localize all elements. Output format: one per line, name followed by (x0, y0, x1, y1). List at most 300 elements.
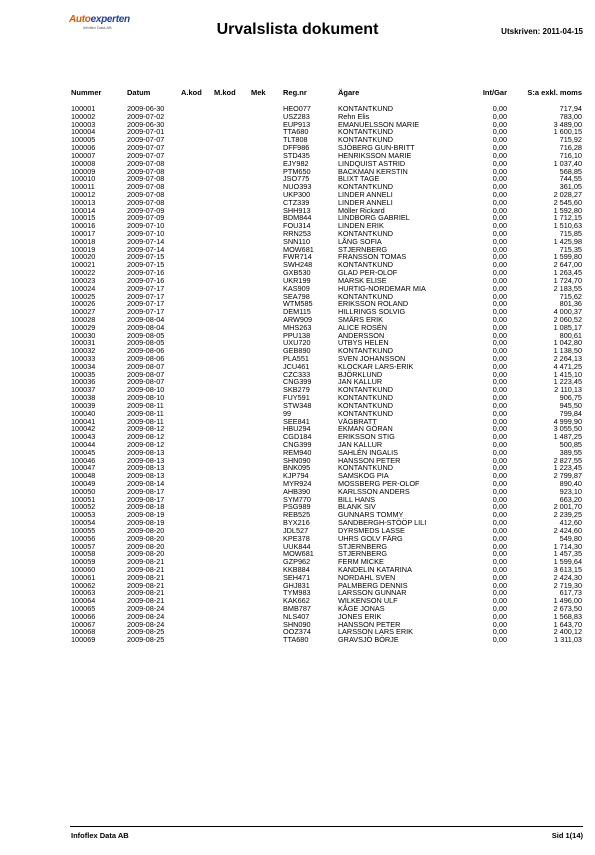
footer-company: Infoflex Data AB (71, 831, 129, 840)
cell-regnr: SEH471 (283, 572, 311, 582)
cell-summa: 4 471,25 (553, 361, 582, 371)
cell-agare: GUNNARS TOMMY (338, 510, 404, 520)
cell-nummer: 100059 (71, 557, 96, 567)
cell-regnr: PLA551 (283, 354, 309, 363)
footer-divider (70, 826, 583, 827)
cell-datum: 2009-07-01 (127, 127, 165, 137)
col-header-akod: A.kod (181, 88, 202, 97)
cell-intgar: 0,00 (492, 541, 507, 551)
cell-nummer: 100047 (71, 463, 96, 473)
cell-intgar: 0,00 (492, 354, 507, 363)
cell-regnr: KKB884 (283, 564, 310, 574)
cell-summa: 617,73 (559, 588, 582, 598)
cell-regnr: SKB279 (283, 385, 310, 395)
cell-summa: 1 599,64 (553, 557, 582, 567)
cell-datum: 2009-08-06 (127, 354, 165, 363)
cell-agare: STJERNBERG (338, 244, 388, 254)
cell-nummer: 100004 (71, 127, 96, 137)
cell-intgar: 0,00 (492, 252, 507, 262)
cell-intgar: 0,00 (492, 447, 507, 457)
cell-datum: 2009-08-17 (127, 486, 165, 496)
cell-nummer: 100009 (71, 166, 96, 176)
cell-datum: 2009-08-13 (127, 447, 165, 457)
cell-regnr: BNK095 (283, 463, 311, 473)
cell-regnr: PSG989 (283, 502, 311, 512)
cell-nummer: 100052 (71, 502, 96, 512)
cell-intgar: 0,00 (492, 502, 507, 512)
cell-datum: 2009-07-07 (127, 135, 165, 145)
cell-intgar: 0,00 (492, 268, 507, 278)
cell-agare: ANDERSSON (338, 330, 385, 340)
cell-datum: 2009-08-07 (127, 369, 165, 379)
cell-datum: 2009-07-07 (127, 150, 165, 160)
cell-regnr: GEB890 (283, 346, 311, 356)
cell-summa: 945,50 (559, 400, 582, 410)
cell-datum: 2009-08-24 (127, 604, 165, 613)
cell-summa: 663,20 (559, 494, 582, 504)
cell-intgar: 0,00 (492, 299, 507, 309)
cell-datum: 2009-08-21 (127, 572, 165, 582)
cell-nummer: 100016 (71, 221, 96, 231)
cell-intgar: 0,00 (492, 416, 507, 426)
cell-intgar: 0,00 (492, 635, 507, 645)
cell-summa: 2 647,00 (553, 260, 582, 270)
cell-summa: 715,85 (559, 229, 582, 238)
cell-regnr: CZC333 (283, 369, 311, 379)
cell-nummer: 100008 (71, 158, 96, 168)
col-header-summa: S:a exkl. moms (527, 88, 582, 97)
cell-nummer: 100048 (71, 471, 96, 481)
cell-intgar: 0,00 (492, 205, 507, 215)
cell-agare: KANDELIN KATARINA (338, 564, 412, 574)
cell-nummer: 100015 (71, 213, 96, 223)
logo-text-experten: experten (90, 14, 130, 25)
cell-regnr: FUY591 (283, 393, 310, 403)
cell-agare: FRANSSON TOMAS (338, 252, 407, 262)
cell-regnr: REM940 (283, 447, 312, 457)
cell-agare: KONTANTKUND (338, 385, 393, 395)
cell-summa: 801,36 (559, 299, 582, 309)
cell-nummer: 100038 (71, 393, 96, 403)
cell-summa: 1 496,00 (553, 596, 582, 606)
cell-datum: 2009-08-05 (127, 338, 165, 348)
cell-datum: 2009-08-21 (127, 596, 165, 606)
cell-intgar: 0,00 (492, 494, 507, 504)
cell-nummer: 100041 (71, 416, 96, 426)
cell-agare: STJERNBERG (338, 549, 388, 559)
cell-nummer: 100019 (71, 244, 96, 254)
cell-summa: 3 613,15 (553, 564, 582, 574)
cell-intgar: 0,00 (492, 385, 507, 395)
cell-nummer: 100056 (71, 533, 96, 543)
cell-intgar: 0,00 (492, 338, 507, 348)
cell-agare: Möller Rickard (338, 205, 385, 215)
cell-summa: 2 264,13 (553, 354, 582, 363)
cell-agare: BACKMAN KERSTIN (338, 166, 408, 176)
cell-summa: 500,85 (559, 439, 582, 449)
cell-intgar: 0,00 (492, 111, 507, 121)
cell-intgar: 0,00 (492, 158, 507, 168)
cell-regnr: FOU314 (283, 221, 311, 231)
cell-nummer: 100024 (71, 283, 96, 293)
cell-agare: EKMAN GÖRAN (338, 424, 393, 434)
cell-nummer: 100061 (71, 572, 96, 582)
cell-nummer: 100026 (71, 299, 96, 309)
cell-intgar: 0,00 (492, 307, 507, 317)
cell-nummer: 100020 (71, 252, 96, 262)
cell-regnr: HBU294 (283, 424, 311, 434)
cell-agare: KONTANTKUND (338, 229, 393, 238)
cell-summa: 1 263,45 (553, 268, 582, 278)
cell-datum: 2009-08-24 (127, 611, 165, 621)
cell-datum: 2009-08-21 (127, 588, 165, 598)
cell-intgar: 0,00 (492, 564, 507, 574)
cell-summa: 1 085,17 (553, 322, 582, 332)
cell-nummer: 100051 (71, 494, 96, 504)
cell-regnr: SHN090 (283, 455, 311, 465)
cell-datum: 2009-07-10 (127, 229, 165, 238)
cell-regnr: MHS263 (283, 322, 312, 332)
cell-summa: 412,60 (559, 518, 582, 528)
cell-agare: ERIKSSON STIG (338, 432, 395, 442)
cell-datum: 2009-07-16 (127, 268, 165, 278)
cell-nummer: 100039 (71, 400, 96, 410)
cell-agare: KONTANTKUND (338, 104, 393, 113)
cell-nummer: 100034 (71, 361, 96, 371)
cell-datum: 2009-07-08 (127, 158, 165, 168)
cell-intgar: 0,00 (492, 518, 507, 528)
cell-intgar: 0,00 (492, 229, 507, 238)
cell-intgar: 0,00 (492, 439, 507, 449)
cell-datum: 2009-07-08 (127, 182, 165, 192)
cell-intgar: 0,00 (492, 588, 507, 598)
cell-datum: 2009-07-02 (127, 111, 165, 121)
cell-agare: UHRS GOLV FÄRG (338, 533, 403, 543)
cell-regnr: NLS407 (283, 611, 310, 621)
cell-summa: 800,61 (559, 330, 582, 340)
cell-datum: 2009-08-20 (127, 541, 165, 551)
cell-nummer: 100030 (71, 330, 96, 340)
cell-nummer: 100013 (71, 197, 96, 207)
cell-summa: 1 223,45 (553, 377, 582, 387)
cell-intgar: 0,00 (492, 236, 507, 246)
cell-summa: 2 799,87 (553, 471, 582, 481)
cell-agare: LINDEN ERIK (338, 221, 384, 231)
cell-nummer: 100002 (71, 111, 96, 121)
cell-nummer: 100022 (71, 268, 96, 278)
cell-nummer: 100040 (71, 408, 96, 418)
cell-datum: 2009-07-07 (127, 143, 165, 153)
cell-summa: 890,40 (559, 479, 582, 488)
cell-agare: HENRIKSSON MARIE (338, 150, 412, 160)
footer-page-number: Sid 1(14) (551, 831, 583, 840)
cell-agare: BLIXT TAGE (338, 174, 380, 184)
cell-agare: BJÖRKLUND (338, 369, 383, 379)
cell-intgar: 0,00 (492, 346, 507, 356)
cell-regnr: TYM983 (283, 588, 311, 598)
cell-agare: JAN KALLUR (338, 439, 383, 449)
cell-datum: 2009-08-06 (127, 346, 165, 356)
cell-datum: 2009-08-18 (127, 502, 165, 512)
cell-datum: 2009-08-12 (127, 439, 165, 449)
cell-agare: MARSK ELISE (338, 275, 387, 285)
cell-nummer: 100035 (71, 369, 96, 379)
cell-nummer: 100031 (71, 338, 96, 348)
cell-agare: GRAVSJÖ BÖRJE (338, 635, 399, 645)
cell-regnr: JSO775 (283, 174, 310, 184)
cell-nummer: 100005 (71, 135, 96, 145)
cell-regnr: SEE841 (283, 416, 310, 426)
cell-regnr: GZP962 (283, 557, 311, 567)
cell-intgar: 0,00 (492, 314, 507, 324)
cell-summa: 2 183,55 (553, 283, 582, 293)
cell-agare: LINDER ANNELI (338, 189, 393, 199)
cell-summa: 1 311,03 (554, 635, 582, 645)
cell-regnr: CGD184 (283, 432, 312, 442)
cell-summa: 717,94 (559, 104, 582, 113)
cell-intgar: 0,00 (492, 221, 507, 231)
cell-summa: 3 489,00 (553, 119, 582, 129)
cell-intgar: 0,00 (492, 244, 507, 254)
cell-agare: KONTANTKUND (338, 408, 393, 418)
cell-regnr: GXB530 (283, 268, 311, 278)
cell-agare: LARSSON LARS ERIK (338, 627, 414, 637)
cell-nummer: 100043 (71, 432, 96, 442)
cell-regnr: KAK662 (283, 596, 310, 606)
cell-nummer: 100028 (71, 314, 96, 324)
cell-agare: NORDAHL SVEN (338, 572, 396, 582)
cell-summa: 3 055,50 (553, 424, 582, 434)
cell-summa: 715,92 (559, 135, 582, 145)
cell-summa: 783,00 (559, 111, 582, 121)
col-header-regnr: Reg.nr (283, 88, 307, 97)
cell-nummer: 100027 (71, 307, 96, 317)
cell-intgar: 0,00 (492, 322, 507, 332)
cell-regnr: HEO077 (283, 104, 311, 113)
cell-agare: LINDER ANNELI (338, 197, 393, 207)
logo-tagline: Infoflex Data AB (83, 25, 112, 30)
cell-datum: 2009-08-10 (127, 393, 165, 403)
cell-datum: 2009-08-20 (127, 525, 165, 535)
cell-agare: SVEN JOHANSSON (338, 354, 406, 363)
cell-intgar: 0,00 (492, 377, 507, 387)
cell-datum: 2009-08-13 (127, 455, 165, 465)
cell-regnr: STD435 (283, 150, 310, 160)
cell-summa: 2 424,30 (553, 572, 582, 582)
cell-regnr: TLT808 (283, 135, 308, 145)
cell-intgar: 0,00 (492, 361, 507, 371)
cell-agare: VÄGBRATT (338, 416, 377, 426)
cell-agare: KÅGE JONAS (338, 604, 385, 613)
cell-regnr: KPE378 (283, 533, 310, 543)
cell-datum: 2009-07-15 (127, 260, 165, 270)
cell-datum: 2009-07-17 (127, 283, 165, 293)
cell-agare: KONTANTKUND (338, 463, 393, 473)
col-header-mkod: M.kod (214, 88, 236, 97)
cell-intgar: 0,00 (492, 510, 507, 520)
cell-regnr: EUP913 (283, 119, 311, 129)
cell-datum: 2009-08-04 (127, 322, 165, 332)
cell-regnr: PPU138 (283, 330, 311, 340)
cell-nummer: 100042 (71, 424, 96, 434)
cell-nummer: 100046 (71, 455, 96, 465)
cell-regnr: DFF986 (283, 143, 310, 153)
cell-summa: 2 028,27 (553, 189, 582, 199)
cell-summa: 389,55 (559, 447, 582, 457)
cell-summa: 568,85 (559, 166, 582, 176)
cell-nummer: 100037 (71, 385, 96, 395)
cell-intgar: 0,00 (492, 189, 507, 199)
cell-agare: KONTANTKUND (338, 127, 393, 137)
cell-intgar: 0,00 (492, 627, 507, 637)
cell-datum: 2009-08-05 (127, 330, 165, 340)
cell-regnr: CNG399 (283, 377, 312, 387)
cell-summa: 1 714,30 (553, 541, 582, 551)
cell-nummer: 100057 (71, 541, 96, 551)
cell-intgar: 0,00 (492, 393, 507, 403)
document-list (0, 105, 595, 644)
cell-intgar: 0,00 (492, 619, 507, 629)
cell-intgar: 0,00 (492, 104, 507, 113)
cell-regnr: UXU720 (283, 338, 311, 348)
cell-datum: 2009-07-17 (127, 291, 165, 301)
cell-intgar: 0,00 (492, 275, 507, 285)
cell-intgar: 0,00 (492, 471, 507, 481)
cell-intgar: 0,00 (492, 549, 507, 559)
cell-agare: HANSSON PETER (338, 455, 401, 465)
cell-intgar: 0,00 (492, 455, 507, 465)
cell-regnr: SHN090 (283, 619, 311, 629)
cell-intgar: 0,00 (492, 604, 507, 613)
cell-agare: BLANK SIV (338, 502, 376, 512)
cell-intgar: 0,00 (492, 408, 507, 418)
cell-intgar: 0,00 (492, 166, 507, 176)
cell-summa: 1 592,80 (553, 205, 582, 215)
cell-datum: 2009-07-14 (127, 236, 165, 246)
cell-nummer: 100012 (71, 189, 96, 199)
cell-intgar: 0,00 (492, 213, 507, 223)
cell-summa: 1 600,15 (553, 127, 582, 137)
cell-agare: KONTANTKUND (338, 400, 393, 410)
cell-summa: 799,84 (559, 408, 582, 418)
cell-agare: HURTIG-NORDEMAR MIA (338, 283, 426, 293)
cell-summa: 2 400,12 (553, 627, 582, 637)
cell-agare: ERIKSSON ROLAND (338, 299, 409, 309)
cell-nummer: 100014 (71, 205, 96, 215)
cell-nummer: 100003 (71, 119, 96, 129)
cell-datum: 2009-08-19 (127, 510, 165, 520)
cell-datum: 2009-08-11 (127, 416, 164, 426)
cell-summa: 716,28 (559, 143, 582, 153)
cell-agare: GLAD PER-OLOF (338, 268, 398, 278)
cell-regnr: BYX216 (283, 518, 310, 528)
cell-nummer: 100045 (71, 447, 96, 457)
cell-nummer: 100021 (71, 260, 96, 270)
cell-datum: 2009-08-07 (127, 361, 165, 371)
cell-datum: 2009-08-19 (127, 518, 165, 528)
cell-datum: 2009-07-10 (127, 221, 165, 231)
cell-nummer: 100017 (71, 229, 96, 238)
cell-regnr: CTZ339 (283, 197, 310, 207)
cell-summa: 1 425,98 (553, 236, 582, 246)
cell-agare: KONTANTKUND (338, 182, 393, 192)
cell-datum: 2009-07-08 (127, 189, 165, 199)
cell-nummer: 100036 (71, 377, 96, 387)
col-header-nummer: Nummer (71, 88, 102, 97)
cell-regnr: AHB390 (283, 486, 311, 496)
cell-regnr: SYM770 (283, 494, 311, 504)
cell-nummer: 100066 (71, 611, 96, 621)
cell-intgar: 0,00 (492, 291, 507, 301)
cell-datum: 2009-08-12 (127, 432, 165, 442)
cell-regnr: KAS909 (283, 283, 310, 293)
cell-regnr: UUK844 (283, 541, 311, 551)
cell-summa: 361,05 (559, 182, 582, 192)
cell-summa: 2 060,52 (553, 314, 582, 324)
cell-datum: 2009-08-07 (127, 377, 165, 387)
cell-nummer: 100053 (71, 510, 96, 520)
cell-datum: 2009-08-13 (127, 471, 165, 481)
cell-summa: 1 037,40 (553, 158, 582, 168)
cell-datum: 2009-07-08 (127, 197, 165, 207)
cell-nummer: 100029 (71, 322, 96, 332)
cell-agare: EMANUELSSON MARIE (338, 119, 420, 129)
cell-intgar: 0,00 (492, 596, 507, 606)
cell-regnr: JCU461 (283, 361, 310, 371)
cell-agare: KARLSSON ANDERS (338, 486, 410, 496)
cell-summa: 2 001,70 (553, 502, 582, 512)
cell-summa: 2 424,60 (553, 525, 582, 535)
cell-nummer: 100006 (71, 143, 96, 153)
cell-intgar: 0,00 (492, 479, 507, 488)
cell-regnr: BMB787 (283, 604, 311, 613)
cell-regnr: MOW681 (283, 549, 314, 559)
cell-intgar: 0,00 (492, 283, 507, 293)
cell-agare: UTBYS HELEN (338, 338, 389, 348)
cell-regnr: TTA680 (283, 635, 309, 645)
col-header-datum: Datum (127, 88, 151, 97)
cell-summa: 716,10 (559, 150, 582, 160)
cell-nummer: 100055 (71, 525, 96, 535)
cell-intgar: 0,00 (492, 330, 507, 340)
cell-intgar: 0,00 (492, 143, 507, 153)
cell-intgar: 0,00 (492, 260, 507, 270)
cell-nummer: 100069 (71, 635, 96, 645)
cell-agare: KONTANTKUND (338, 393, 393, 403)
cell-nummer: 100033 (71, 354, 96, 363)
cell-summa: 1 138,50 (553, 346, 582, 356)
cell-agare: SMÄRS ERIK (338, 314, 384, 324)
cell-agare: KLOCKAR LARS-ERIK (338, 361, 414, 371)
cell-regnr: SEA798 (283, 291, 310, 301)
cell-regnr: WTM585 (283, 299, 313, 309)
cell-summa: 1 568,83 (553, 611, 582, 621)
cell-agare: JONES ERIK (338, 611, 382, 621)
cell-regnr: FWR714 (283, 252, 312, 262)
cell-intgar: 0,00 (492, 135, 507, 145)
cell-intgar: 0,00 (492, 486, 507, 496)
cell-regnr: ARW909 (283, 314, 313, 324)
cell-datum: 2009-07-16 (127, 275, 165, 285)
cell-agare: WILKENSON ULF (338, 596, 398, 606)
cell-datum: 2009-08-13 (127, 463, 165, 473)
cell-summa: 1 457,35 (553, 549, 582, 559)
column-header-row (0, 88, 595, 98)
cell-summa: 1 415,10 (553, 369, 582, 379)
cell-datum: 2009-07-09 (127, 205, 165, 215)
cell-nummer: 100060 (71, 564, 96, 574)
cell-agare: PALMBERG DENNIS (338, 580, 408, 590)
